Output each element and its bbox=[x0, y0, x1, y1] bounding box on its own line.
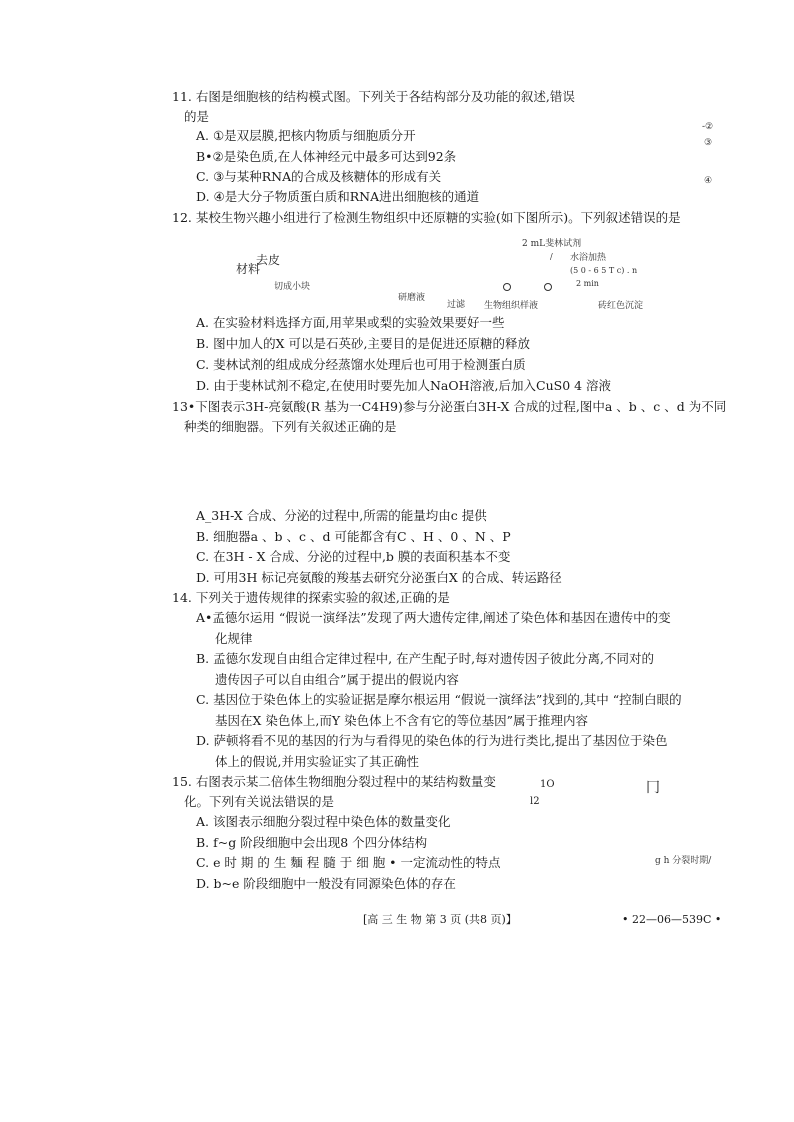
q14-option-b-line1: B. 孟德尔发现自由组合定律过程中, 在产生配子时,每对遗传因子彼此分离,不同对的 bbox=[196, 651, 655, 666]
q15-option-d: D. b~e 阶段细胞中一般没有同源染色体的存在 bbox=[196, 876, 456, 891]
footer-exam-code: • 22—06—539C • bbox=[622, 913, 722, 926]
q12-figure-tube-2 bbox=[544, 283, 552, 291]
q12-figure-reagent: 2 mL斐林试剂 bbox=[522, 239, 582, 249]
q13-option-c: C. 在3H - X 合成、分泌的过程中,b 膜的表面积基本不变 bbox=[196, 549, 511, 564]
q12-figure-slash: / bbox=[550, 252, 553, 261]
q15-figure-x-axis-label: g h 分裂时期/ bbox=[655, 856, 712, 866]
q11-figure-label-3: ③ bbox=[704, 138, 713, 148]
q12-figure-peel: 去皮 bbox=[256, 253, 281, 267]
q15-stem-line2: 化。下列有关说法错误的是 bbox=[184, 794, 335, 809]
q12-figure-result: 砖红色沉淀 bbox=[598, 301, 644, 311]
q15-option-b: B. f~g 阶段细胞中会出现8 个四分体结构 bbox=[196, 835, 428, 850]
q12-figure-cut: 切成小块 bbox=[274, 282, 311, 292]
q11-option-a: A. ①是双层膜,把核内物质与细胞质分开 bbox=[196, 128, 416, 143]
q11-option-c: C. ③与某种RNA的合成及核糖体的形成有关 bbox=[196, 169, 442, 184]
q14-option-b-line2: 遗传因子可以自由组合”属于提出的假说内容 bbox=[215, 672, 459, 687]
q13-stem-line1: 13•下图表示3H-亮氨酸(R 基为一C4H9)参与分泌蛋白3H-X 合成的过程,图中a 、b 、c 、d 为不同 bbox=[172, 399, 727, 414]
q13-stem-line2: 种类的细胞器。下列有关叙述正确的是 bbox=[184, 419, 397, 434]
q12-figure-time: 2 min bbox=[576, 279, 599, 288]
q12-option-c: C. 斐林试剂的组成成分经蒸馏水处理后也可用于检测蛋白质 bbox=[196, 357, 526, 372]
q14-option-c-line1: C. 基因位于染色体上的实验证据是摩尔根运用 “假说一演绎法”找到的,其中 “控制白眼的 bbox=[196, 692, 682, 707]
q12-option-d: D. 由于斐林试剂不稳定,在使用时要先加人NaOH溶液,后加入CuS0 4 溶液 bbox=[196, 378, 612, 393]
q14-option-d-line1: D. 萨顿将看不见的基因的行为与看得见的染色体的行为进行类比,提出了基因位于染色 bbox=[196, 733, 668, 748]
q15-option-c: C. e 时 期 的 生 麵 程 膸 于 细 胞 • 一定流动性的特点 bbox=[196, 855, 501, 870]
q12-figure-tube-1 bbox=[503, 283, 511, 291]
q12-option-a: A. 在实验材料选择方面,用苹果或梨的实验效果要好一些 bbox=[196, 315, 505, 330]
footer-page-number: [高 三 生 物 第 3 页 (共8 页)】 bbox=[363, 913, 517, 926]
q14-option-d-line2: 体上的假说,并用实验证实了其正确性 bbox=[215, 754, 419, 769]
q11-option-b: B•②是染色质,在人体神经元中最多可达到92条 bbox=[196, 149, 457, 164]
q15-figure-y-label-1: 1O bbox=[540, 779, 555, 790]
q11-option-d: D. ④是大分子物质蛋白质和RNA进出细胞核的通道 bbox=[196, 189, 480, 204]
q14-option-c-line2: 基因在X 染色体上,而Y 染色体上不含有它的等位基因”属于推理内容 bbox=[215, 713, 588, 728]
q12-figure-material: 材料 bbox=[236, 262, 261, 276]
q12-figure-grind: 研磨液 bbox=[398, 293, 426, 303]
q12-figure-filter: 过滤 bbox=[447, 300, 466, 310]
q15-stem-line1: 15. 右图表示某二倍体生物细胞分裂过程中的某结构数量变 bbox=[172, 774, 496, 789]
q14-option-a-line1: A•孟德尔运用 “假说一演绎法”发现了两大遗传定律,阐述了染色体和基因在遗传中的变 bbox=[196, 610, 671, 625]
q12-option-b: B. 图中加人的X 可以是石英砂,主要目的是促进还原糖的释放 bbox=[196, 336, 530, 351]
q11-figure-label-2: -② bbox=[702, 122, 714, 132]
q14-option-a-line2: 化规律 bbox=[215, 631, 253, 646]
q12-stem: 12. 某校生物兴趣小组进行了检测生物组织中还原糖的实验(如下图所示)。下列叙述错误的是 bbox=[172, 210, 681, 225]
q11-stem-line2: 的是 bbox=[184, 109, 210, 124]
q13-option-d: D. 可用3H 标记亮氨酸的羧基去研究分泌蛋白X 的合成、转运路径 bbox=[196, 570, 562, 585]
q15-figure-y-label-2: l2 bbox=[530, 796, 540, 807]
q12-figure-temp: (5 0 - 6 5 T c) . n bbox=[570, 266, 638, 275]
q11-figure-label-4: ④ bbox=[704, 176, 713, 186]
q13-option-a: A_3H-X 合成、分泌的过程中,所需的能量均由c 提供 bbox=[196, 508, 487, 523]
q14-stem: 14. 下列关于遗传规律的探索实验的叙述,正确的是 bbox=[172, 590, 450, 605]
q13-option-b: B. 细胞器a 、b 、c 、d 可能都含有C 、H 、0 、N 、P bbox=[196, 529, 511, 544]
q15-figure-step-mark: 冂 bbox=[646, 780, 660, 796]
q11-stem-line1: 11. 右图是细胞核的结构模式图。下列关于各结构部分及功能的叙述,错误 bbox=[172, 89, 575, 104]
q12-figure-bath: 水浴加热 bbox=[570, 253, 607, 263]
q12-figure-sample: 生物组织样液 bbox=[484, 301, 539, 311]
q15-option-a: A. 该图表示细胞分裂过程中染色体的数量变化 bbox=[196, 814, 451, 829]
